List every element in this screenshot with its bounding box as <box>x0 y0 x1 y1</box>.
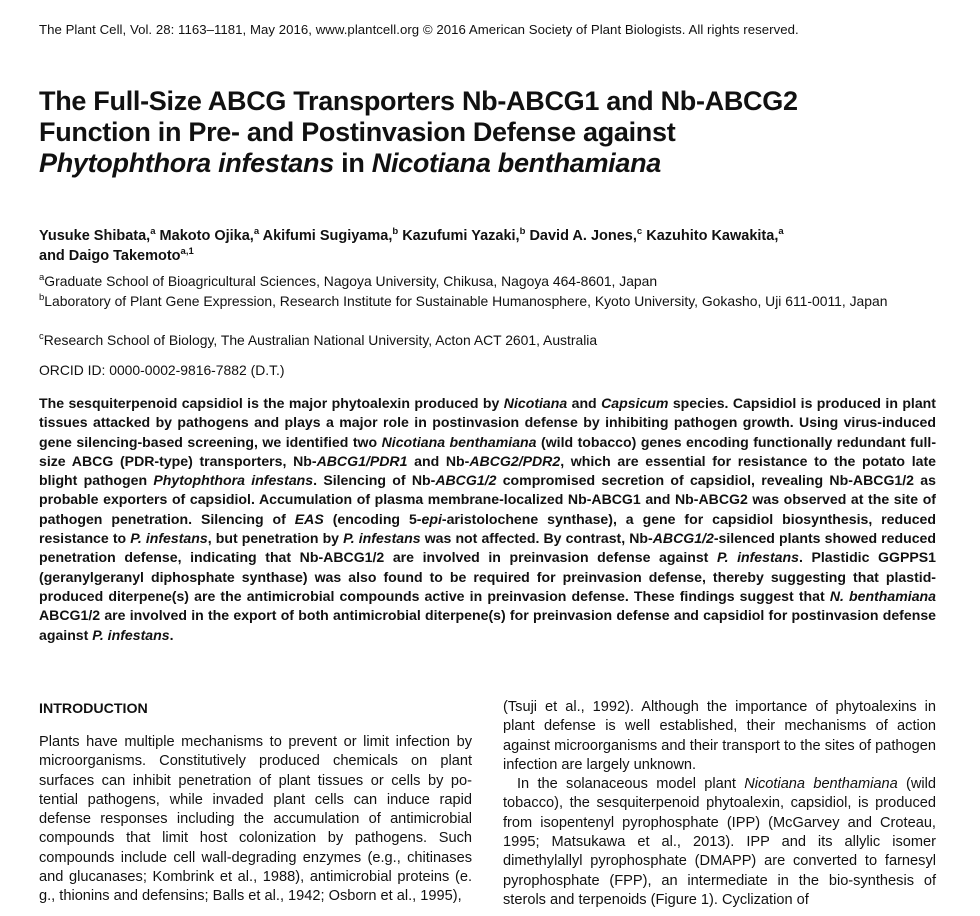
italic-term: P. infestans <box>92 626 170 643</box>
body-column-right <box>503 698 936 910</box>
text-run: species. Capsidiol is produced in plant tissues attacked by pathogens and plays a major role in postinvasion defense by inhibiting pathogen growth. Using virus-induced gene silencing-based screening, we identified two <box>39 395 936 450</box>
text-run: was not affected. By contrast, Nb- <box>420 530 653 547</box>
italic-term: N. benthamiana <box>829 587 936 604</box>
affiliation-a: $^a$Graduate School of Bioagricultural Sciences, Nagoya University, Chikusa, Nagoya 464-8601, Japan <box>39 272 658 289</box>
italic-term: P. infestans <box>130 530 208 547</box>
text-run: The sesquiterpenoid capsidiol is the major phytoalexin produced by <box>39 395 504 411</box>
paper-title <box>39 86 949 179</box>
italic-term: Phytophthora infestans <box>153 472 314 489</box>
author: Kazuhito Kawakita,$^a$ <box>646 226 784 244</box>
italic-term: Capsicum <box>601 395 669 411</box>
text-run: -silenced plants showed reduced penetration defense, indicating that Nb-ABCG1/2 are involved in preinvasion defense against <box>39 530 936 566</box>
text-run: . <box>169 626 174 643</box>
italic-term: Nicotiana benthamiana <box>744 776 898 793</box>
abstract <box>39 394 936 645</box>
title-line-3 <box>39 148 949 179</box>
author: Yusuke Shibata,$^a$ <box>39 226 156 244</box>
affiliation-c: $^c$Research School of Biology, The Australian National University, Acton ACT 2601, Australia <box>39 331 598 348</box>
body-column-left <box>39 733 472 907</box>
journal-header: The Plant Cell, Vol. 28: 1163–1181, May 2016, www.plantcell.org © 2016 American Society of Plant Biologists. All rights reserved. <box>39 22 799 37</box>
italic-term: ABCG1/PDR1 <box>316 452 408 469</box>
text-run: . Plastidic GGPPS1 (geranylgeranyl diphosphate synthase) was also found to be required for preinvasion defense, thereby suggesting that plastid-produced diterpene(s) are the antimicrobial compounds active in preinvasion defense. These findings suggest that <box>39 549 936 604</box>
title-organism-1: Phytophthora infestans <box>39 148 334 178</box>
body-paragraph <box>503 775 936 910</box>
author: Makoto Ojika,$^a$ <box>159 226 260 244</box>
italic-term: ABCG1/2 <box>652 530 714 547</box>
affiliation-b: $^b$Laboratory of Plant Gene Expression, Research Institute for Sustainable Humanosphere, Kyoto University, Gokasho, Uji 611-0011, Japan <box>39 292 888 309</box>
body-paragraph: (Tsuji et al., 1992). Although the importance of phytoalexins in plant defense is well established, their mechanisms of action against microorganisms and their transport to the sites of pathogen infection are largely unknown. <box>503 699 936 773</box>
text-run: , which are essential for resistance to the potato late blight pathogen <box>39 452 936 489</box>
italic-term: epi <box>421 510 442 527</box>
author: and Daigo Takemoto$^{a,1}$ <box>39 246 194 264</box>
text-run: (encoding 5- <box>323 510 422 527</box>
title-connector: in <box>333 148 372 178</box>
text-run: (wild tobacco) genes encoding functionally redundant full-size ABCG (PDR-type) transporters, Nb- <box>39 433 937 469</box>
author: Kazufumi Yazaki,$^b$ <box>402 226 526 244</box>
text-run: , but penetration by <box>207 530 344 547</box>
text-run: ABCG1/2 are involved in the export of both antimicrobial diterpene(s) for preinvasion defense and capsidiol for postinvasion defense against <box>39 607 936 643</box>
text-run: In the solanaceous model plant <box>517 776 745 793</box>
author-list <box>39 226 949 266</box>
title-line-1: The Full-Size ABCG Transporters Nb-ABCG1 and Nb-ABCG2 <box>39 86 798 116</box>
title-line-2: Function in Pre- and Postinvasion Defense against <box>39 117 676 147</box>
orcid-id: ORCID ID: 0000-0002-9816-7882 (D.T.) <box>39 362 285 378</box>
italic-term: ABCG2/PDR2 <box>469 452 561 469</box>
italic-term: Nicotiana benthamiana <box>381 433 537 450</box>
text-run: -aristolochene synthase), a gene for capsidiol biosynthesis, reduced resistance to <box>39 510 936 547</box>
text-run: compromised secretion of capsidiol, revealing Nb-ABCG1/2 as probable exporters of capsidiol. Accumulation of plasma membrane-localized Nb-ABCG1 and Nb-ABCG2 was observed at the site of pathogen penetration. Silencing of <box>39 472 936 527</box>
text-run: and <box>567 395 602 411</box>
italic-term: P. infestans <box>343 530 421 547</box>
author: David A. Jones,$^c$ <box>529 226 643 244</box>
text-run: and Nb- <box>407 452 470 469</box>
italic-term: P. infestans <box>716 549 799 566</box>
text-run: (wild tobacco), the sesquiterpenoid phytoalexin, capsidiol, is produced from isopentenyl pyrophosphate (IPP) (McGarvey and Croteau, 1995; Matsukawa et al., 2013). IPP and its allylic isomer dimethylallyl pyrophosphate (DMAPP) are converted to farnesyl pyrophosphate (FPP), an intermediate in the bio-synthesis of sterols and terpenoids (Figure 1). Cyclization of <box>503 776 936 908</box>
italic-term: Nicotiana <box>503 395 568 411</box>
author: Akifumi Sugiyama,$^b$ <box>262 226 399 244</box>
section-heading: INTRODUCTION <box>39 701 148 717</box>
italic-term: ABCG1/2 <box>435 472 497 489</box>
title-organism-2: Nicotiana benthamiana <box>371 148 662 178</box>
text-run: . Silencing of Nb- <box>313 472 436 489</box>
italic-term: EAS <box>294 510 324 527</box>
body-paragraph: Plants have multiple mechanisms to prevent or limit infection by microorganisms. Constitutively produced chemicals on plant surfaces can inhibit penetration of plant tissues or cells by po-tential pathogens, while invaded plant cells can induce rapid defense responses including the accumulation of antimicrobial compounds that limit host colonization by pathogens. Such compounds include cell wall-degrading enzymes (e.g., chitinases and glucanases; Kombrink et al., 1988), antimicrobial proteins (e. g., thionins and defensins; Balls et al., 1942; Osborn et al., 1995), <box>39 734 472 905</box>
